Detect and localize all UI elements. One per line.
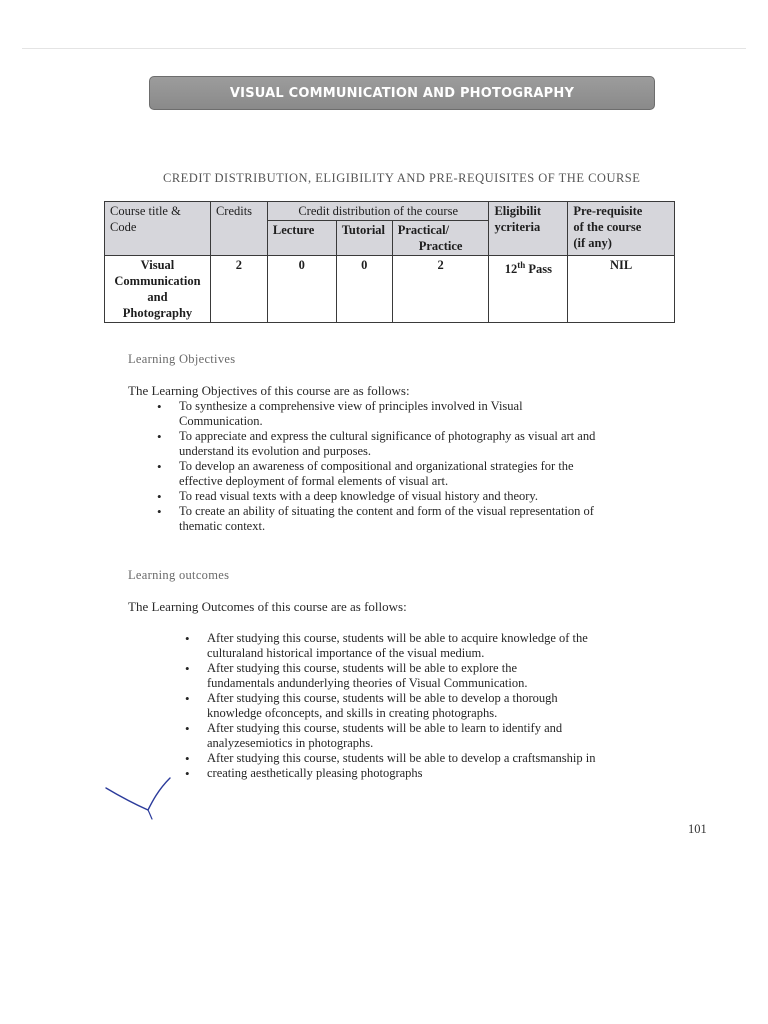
bullet-icon: • <box>157 504 162 519</box>
list-item-line: Communication. <box>179 414 263 428</box>
header-credit-distribution: Credit distribution of the course <box>267 202 489 221</box>
objectives-heading: Learning Objectives <box>128 352 236 366</box>
list-item <box>157 459 679 489</box>
cell-credits: 2 <box>210 256 267 323</box>
cell-course-name: Visual Communication and Photography <box>105 256 211 323</box>
list-item-line: To develop an awareness of compositional and organizational strategies for the <box>179 459 574 473</box>
cell-eligibility: 12th Pass <box>489 256 568 323</box>
list-item-line: fundamentals andunderlying theories of Visual Communication. <box>207 676 528 690</box>
course-title-banner <box>149 76 655 110</box>
outcomes-intro: The Learning Outcomes of this course are as follows: <box>128 599 407 614</box>
outcomes-list <box>185 631 677 781</box>
objectives-list <box>157 399 679 534</box>
list-item-line: To synthesize a comprehensive view of principles involved in Visual <box>179 399 523 413</box>
outcomes-heading: Learning outcomes <box>128 568 230 582</box>
list-item-line: After studying this course, students will be able to explore the <box>207 661 518 675</box>
list-item <box>185 631 677 661</box>
list-item-line: To read visual texts with a deep knowledge of visual history and theory. <box>179 489 538 503</box>
bullet-icon: • <box>185 691 190 706</box>
cell-lecture: 0 <box>267 256 336 323</box>
list-item-line: After studying this course, students will be able to develop a craftsmanship in <box>207 751 596 765</box>
list-item <box>185 721 677 751</box>
cell-prerequisite: NIL <box>568 256 675 323</box>
list-item-line: creating aesthetically pleasing photographs <box>207 766 423 780</box>
bullet-icon: • <box>157 489 162 504</box>
list-item-line: After studying this course, students will be able to learn to identify and <box>207 721 563 735</box>
page-number: 101 <box>688 822 707 836</box>
page-top-rule <box>22 48 746 49</box>
credit-section-heading: CREDIT DISTRIBUTION, ELIGIBILITY AND PRE-REQUISITES OF THE COURSE <box>163 171 641 185</box>
list-item-line: After studying this course, students will be able to acquire knowledge of the <box>207 631 588 645</box>
table-row <box>105 256 675 323</box>
list-item-line: thematic context. <box>179 519 266 533</box>
header-credits: Credits <box>210 202 267 256</box>
list-item-line: To create an ability of situating the content and form of the visual representation of <box>179 504 594 518</box>
list-item <box>185 661 677 691</box>
header-course-title: Course title & Code <box>105 202 211 256</box>
list-item-line: knowledge ofconcepts, and skills in creating photographs. <box>207 706 498 720</box>
bullet-icon: • <box>185 661 190 676</box>
list-item <box>157 399 679 429</box>
header-prerequisite: Pre-requisite of the course (if any) <box>568 202 675 256</box>
list-item-line: analyzesemiotics in photographs. <box>207 736 374 750</box>
list-item <box>185 766 677 781</box>
header-tutorial: Tutorial <box>336 221 392 256</box>
header-eligibility: Eligibilit ycriteria <box>489 202 568 256</box>
list-item <box>185 751 677 766</box>
table-header-row <box>105 202 675 221</box>
bullet-icon: • <box>157 429 162 444</box>
list-item <box>157 489 679 504</box>
list-item-line: understand its evolution and purposes. <box>179 444 371 458</box>
bullet-icon: • <box>157 399 162 414</box>
list-item-line: To appreciate and express the cultural significance of photography as visual art and <box>179 429 596 443</box>
header-practical: Practical/ Practice <box>392 221 489 256</box>
list-item-line: culturaland historical importance of the visual medium. <box>207 646 485 660</box>
bullet-icon: • <box>185 766 190 781</box>
list-item-line: After studying this course, students will be able to develop a thorough <box>207 691 558 705</box>
list-item <box>157 429 679 459</box>
cell-tutorial: 0 <box>336 256 392 323</box>
objectives-intro: The Learning Objectives of this course are as follows: <box>128 383 410 398</box>
header-lecture: Lecture <box>267 221 336 256</box>
credit-distribution-table <box>104 201 675 323</box>
bullet-icon: • <box>185 631 190 646</box>
cell-practical: 2 <box>392 256 489 323</box>
signature-mark <box>104 772 184 822</box>
list-item <box>157 504 679 534</box>
bullet-icon: • <box>185 721 190 736</box>
list-item-line: effective deployment of formal elements of visual art. <box>179 474 449 488</box>
course-title: VISUAL COMMUNICATION AND PHOTOGRAPHY <box>229 85 575 101</box>
list-item <box>185 691 677 721</box>
bullet-icon: • <box>157 459 162 474</box>
bullet-icon: • <box>185 751 190 766</box>
